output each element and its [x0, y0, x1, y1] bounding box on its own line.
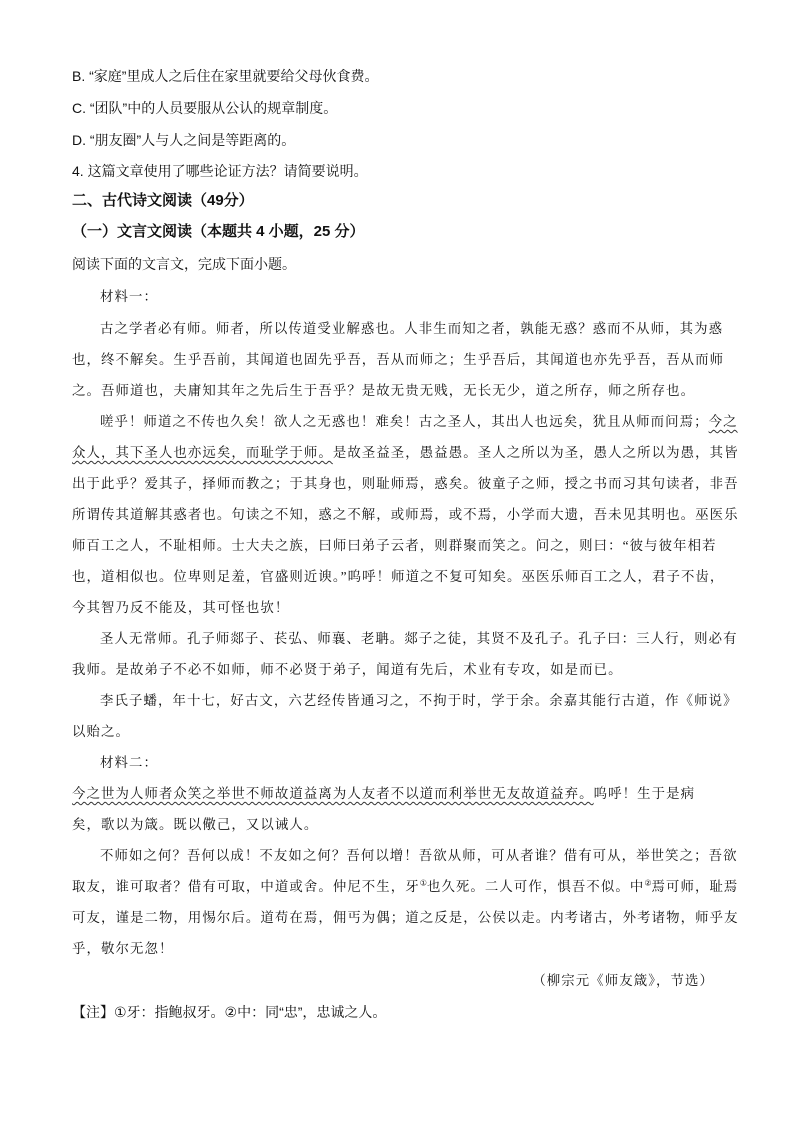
passage-line: 矣，歌以为箴。既以儆己，又以诫人。 — [72, 817, 319, 832]
passage-text: 是故圣益圣，愚益愚。圣人之所以为圣，愚人之所以为愚，其皆 — [332, 445, 739, 460]
material-2-label: 材料二： — [100, 755, 158, 770]
wavy-underlined-text: 今之 — [708, 414, 738, 429]
passage-line — [72, 443, 739, 463]
footnote-marker: ② — [644, 878, 652, 888]
passage-text: 嗟乎！师道之不传也久矣！欲人之无惑也！难矣！古之圣人，其出人也远矣，犹且从师而问焉； — [100, 414, 709, 429]
passage-line: 也，终不解矣。生乎吾前，其闻道也固先乎吾，吾从而师之；生乎吾后，其闻道也亦先乎吾，吾从而师 — [72, 352, 725, 367]
passage-line — [72, 784, 695, 804]
option-c: C. “团队”中的人员要服从公认的规章制度。 — [72, 100, 338, 116]
passage-text: 取友，谁可取者？借有可取，中道或舍。仲尼不生，牙 — [72, 879, 420, 894]
material-1-label: 材料一： — [100, 289, 158, 304]
passage-line: 李氏子蟠，年十七，好古文，六艺经传皆通习之，不拘于时，学于余。余嘉其能行古道，作《师说》 — [100, 693, 738, 708]
passage-line — [72, 877, 738, 897]
passage-line: 以贻之。 — [72, 724, 130, 739]
footnote: 【注】①牙：指鲍叔牙。②中：同“忠”，忠诚之人。 — [72, 1004, 387, 1020]
passage-line: 乎，敬尔无忽！ — [72, 941, 174, 956]
wavy-underlined-text: 今之世为人师者众笑之举世不师故道益离为人友者不以道而利举世无友故道益弃。 — [72, 786, 594, 801]
passage-line: 出于此乎？爱其子，择师而教之；于其身也，则耻师焉，惑矣。彼童子之师，授之书而习其句读者，非吾 — [72, 476, 739, 491]
passage-line: 今其智乃反不能及，其可怪也欤！ — [72, 600, 290, 615]
wavy-underlined-text: 众人，其下圣人也亦远矣，而耻学于师。 — [72, 445, 333, 460]
passage-line: 可友，谨是二物，用惕尔后。道苟在焉，佣丐为偶；道之反是，公侯以走。内考诸古，外考诸物，师乎友 — [72, 910, 739, 925]
passage-text: 也久死。二人可作，惧吾不似。中 — [426, 879, 645, 894]
option-d: D. “朋友圈”人与人之间是等距离的。 — [72, 132, 296, 148]
passage-text: 呜呼！生于是病 — [593, 786, 696, 801]
passage-line: 古之学者必有师。师者，所以传道受业解惑也。人非生而知之者，孰能无惑？惑而不从师，其为惑 — [100, 321, 724, 336]
passage-line: 所谓传其道解其惑者也。句读之不知，惑之不解，或师焉，或不焉，小学而大遗，吾未见其明也。巫医乐 — [72, 507, 739, 522]
passage-line — [100, 412, 738, 432]
passage-text: 焉可师，耻焉 — [651, 879, 739, 894]
option-b: B. “家庭”里成人之后住在家里就要给父母伙食费。 — [72, 68, 379, 84]
footnote-marker: ① — [419, 878, 427, 888]
passage-line: 我师。是故弟子不必不如师，师不必贤于弟子，闻道有先后，术业有专攻，如是而已。 — [72, 662, 623, 677]
section-title: 二、古代诗文阅读（49分） — [72, 192, 254, 209]
question-4: 4. 这篇文章使用了哪些论证方法？请简要说明。 — [72, 163, 368, 179]
passage-line: 师百工之人，不耻相师。士大夫之族，曰师曰弟子云者，则群聚而笑之。问之，则曰：“彼与彼年相若 — [72, 538, 717, 553]
passage-line: 之。吾师道也，夫庸知其年之先后生于吾乎？是故无贵无贱，无长无少，道之所存，师之所存也。 — [72, 383, 696, 398]
passage-line: 圣人无常师。孔子师郯子、苌弘、师襄、老聃。郯子之徒，其贤不及孔子。孔子曰：三人行，则必有 — [100, 631, 738, 646]
subsection-title: （一）文言文阅读（本题共 4 小题，25 分） — [72, 223, 365, 240]
passage-line: 不师如之何？吾何以成！不友如之何？吾何以增！吾欲从师，可从者谁？借有可从，举世笑之；吾欲 — [100, 848, 738, 863]
source-citation: （柳宗元《师友箴》，节选） — [532, 973, 714, 988]
passage-line: 也，道相似也。位卑则足羞，官盛则近谀。”呜呼！师道之不复可知矣。巫医乐师百工之人，君子不齿， — [72, 569, 725, 584]
instruction: 阅读下面的文言文，完成下面小题。 — [72, 256, 296, 272]
